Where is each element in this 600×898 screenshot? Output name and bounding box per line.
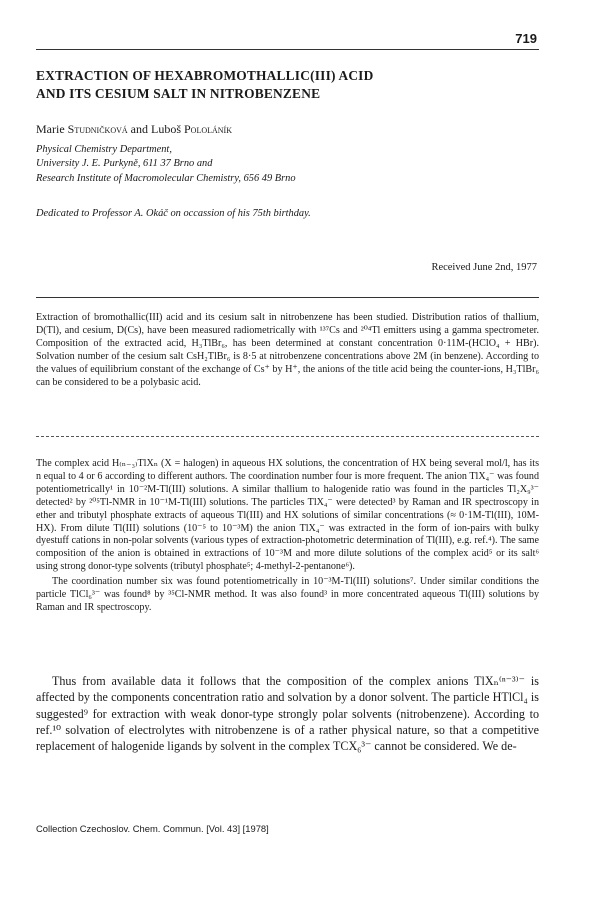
journal-footer: Collection Czechoslov. Chem. Commun. [Vol. 43] [1978]: [36, 823, 269, 834]
title-line-1: EXTRACTION OF HEXABROMOTHALLIC(III) ACID: [36, 68, 374, 83]
author-2-last: Pololáník: [184, 122, 232, 136]
header-rule: [36, 49, 539, 50]
received-date: Received June 2nd, 1977: [431, 262, 537, 273]
affiliation-line: Physical Chemistry Department,: [36, 144, 172, 155]
article-title: [36, 67, 556, 103]
dedication: Dedicated to Professor A. Okáč on occassion of his 75th birthday.: [36, 208, 311, 219]
body-paragraph: The coordination number six was found potentiometrically in 10⁻³M-Tl(III) solutions⁷. Under similar conditions the particle TlCl₆³⁻ was found⁸ by ³⁵Cl-NMR method. It was also found³ in more concentrated aqueous Tl(III) solutions by Raman and IR spectroscopy.: [36, 576, 539, 613]
abstract-top-rule: [36, 297, 539, 298]
body-paragraph: The complex acid H₍ₙ₋₃₎TlXₙ (X = halogen) in aqueous HX solutions, the concentration of HX being several mol/l, has its n equal to 4 or 6 according to different authors. The coordination number four is more frequent. The anion TlX₄⁻ was found potentiometrically¹ in 10⁻²M-Tl(III) solutions. A similar thallium to halogenide ratio was found in the particles Tl₂X₉³⁻ detected² by ²⁰⁵Tl-NMR in 10⁻¹M-Tl(III) solutions. The particles TlX₄⁻ were detected³ by Raman and IR spectroscopy in ether and tributyl phosphate extracts of aqueous Tl(III) and HX solutions of similar concentrations (≈ 0·1M-Tl(III), 10M-HX). From dilute Tl(III) solutions (10⁻⁵ to 10⁻³M) the anion TlX₄⁻ was extracted in the form of ion-pairs with bulky dyestuff cations in non-polar solvents (various types of extraction-photometric determination of Tl(III), e.g. ref.⁴). The same composition of the anion is obtained in extractions of 10⁻³M and more dilute solutions of the complex acid⁵ or its salt⁶ using strong donor-type solvents (tributyl phosphate⁵; 4-methyl-2-pentanone⁶).: [36, 458, 539, 573]
title-line-2: AND ITS CESIUM SALT IN NITROBENZENE: [36, 86, 321, 101]
authors: [36, 122, 232, 137]
author-2-first: Luboš: [151, 122, 184, 136]
affiliation-line: Research Institute of Macromolecular Chemistry, 656 49 Brno: [36, 172, 296, 184]
body-paragraph-large: Thus from available data it follows that the composition of the complex anions TlXₙ⁽ⁿ⁻³⁾⁻ is affected by the components concentration ratio and solvation by a donor solvent. The particle HTlCl₄ is suggested⁹ for extraction with weak donor-type strongly polar solvents (nitrobenzene). According to ref.¹⁰ solvation of electrolytes with nitrobenzene is of a rather physical nature, so that a competitive replacement of halogenide ligands by solvent in the complex TCX₆³⁻ cannot be considered. We de-: [36, 674, 539, 754]
authors-conjunction: and: [127, 122, 151, 136]
affiliation: [36, 143, 296, 186]
abstract: Extraction of bromothallic(III) acid and its cesium salt in nitrobenzene has been studied. Distribution ratios of thallium, D(Tl), and cesium, D(Cs), have been measured radiometrically with ¹³⁷Cs and ²⁰⁴Tl emitters using a gamma spectrometer. Composition of the extracted acid, H₃TlBr₆, has been determined at constant concentration 0·11M-(HClO₄ + HBr). Solvation number of the cesium salt CsH₂TlBr₆ is 8·5 at nitrobenzene concentrations above 2M (in benzene). According to the values of equilibrium constant of the exchange of Cs⁺ by H⁺, the anions of the title acid being the counter-ions, H₃TlBr₆ can be considered to be a polybasic acid.: [36, 312, 539, 389]
author-1-first: Marie: [36, 122, 68, 136]
abstract-bottom-rule: [36, 436, 539, 437]
author-1-last: Studničková: [67, 122, 128, 136]
page-number: 719: [515, 31, 537, 46]
body-text: [36, 458, 539, 615]
body-text-large: [36, 673, 539, 754]
affiliation-line: University J. E. Purkyně, 611 37 Brno and: [36, 158, 213, 170]
